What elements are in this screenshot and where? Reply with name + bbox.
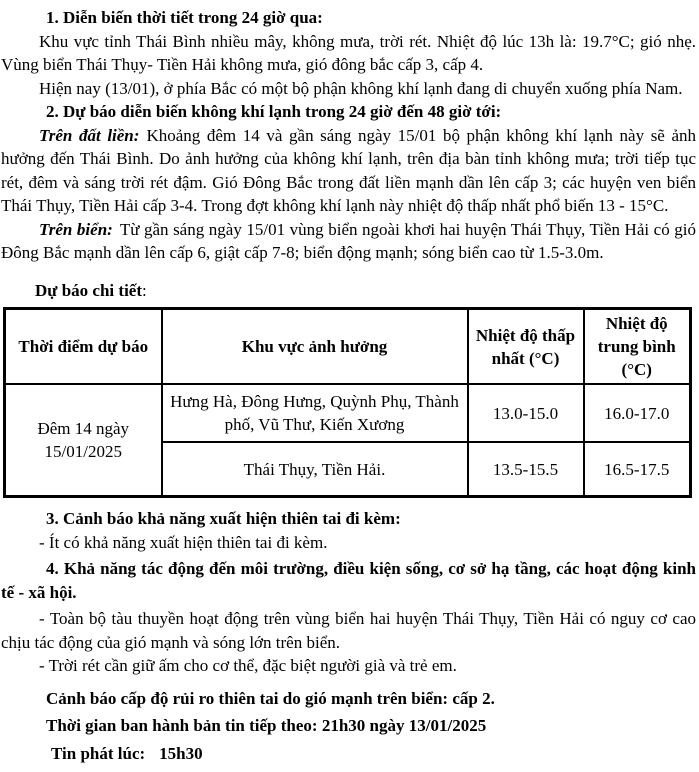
land-forecast-label: Trên đất liền: — [39, 125, 140, 145]
risk-level-warning: Cảnh báo cấp độ rủi ro thiên tai do gió mạnh trên biển: cấp 2. — [46, 688, 495, 708]
land-forecast-text: Khoảng đêm 14 và gần sáng ngày 15/01 bộ phận không khí lạnh này sẽ ảnh hưởng đến Thái Bình. Do ảnh hưởng của không khí lạnh, trên địa bàn tỉnh không mưa; trời tiếp tục rét, đêm và sáng trời rét đậm. Gió Đông Bắc trong đất liền mạnh dần lên cấp 3; các huyện ven biển Thái Thụy, Tiền Hải cấp 3-4. Trong đợt không khí lạnh này nhiệt độ thấp nhất phổ biến 13 - 15°C. — [1, 125, 697, 215]
area-cell: Thái Thụy, Tiền Hải. — [162, 442, 468, 497]
detailed-forecast-table — [3, 307, 692, 498]
section3-heading: 3. Cảnh báo khả năng xuất hiện thiên tai đi kèm: — [46, 509, 401, 528]
header-avg-temperature: Nhiệt độ trung bình (°C) — [584, 309, 691, 385]
next-bulletin-time: Thời gian ban hành bản tin tiếp theo: 21h30 ngày 13/01/2025 — [46, 716, 487, 735]
hazard-bullet: - Ít có khả năng xuất hiện thiên tai đi kèm. — [39, 532, 328, 552]
issued-time-label: Tin phát lúc: — [51, 743, 146, 763]
section1-heading: 1. Diễn biến thời tiết trong 24 giờ qua: — [46, 8, 323, 27]
forecast-table-label — [1, 279, 696, 303]
avg-temp-cell: 16.0-17.0 — [584, 384, 691, 442]
min-temp-cell: 13.5-15.5 — [468, 442, 584, 497]
sea-forecast-paragraph — [1, 218, 696, 265]
forecast-time-cell: Đêm 14 ngày 15/01/2025 — [5, 384, 162, 497]
cold-air-status-paragraph: Hiện nay (13/01), ở phía Bắc có một bộ phận không khí lạnh đang di chuyển xuống phía Nam. — [39, 78, 683, 98]
weather-summary-paragraph: Khu vực tỉnh Thái Bình nhiều mây, không mưa, trời rét. Nhiệt độ lúc 13h là: 19.7°C; gió nhẹ. Vùng biển Thái Thụy- Tiền Hải không mưa, gió đông bắc cấp 3, cấp 4. — [1, 31, 696, 74]
forecast-table-label-colon: : — [142, 280, 147, 300]
header-min-temperature: Nhiệt độ thấp nhất (°C) — [468, 309, 584, 385]
sea-forecast-text: Từ gần sáng ngày 15/01 vùng biển ngoài khơi hai huyện Thái Thụy, Tiền Hải có gió Đông Bắc mạnh dần lên cấp 6, giật cấp 7-8; biển động mạnh; sóng biển cao từ 1.5-3.0m. — [1, 219, 696, 262]
section2-heading: 2. Dự báo diễn biến không khí lạnh trong 24 giờ đến 48 giờ tới: — [46, 102, 502, 121]
land-forecast-paragraph — [1, 124, 696, 218]
issued-time-line — [1, 742, 696, 766]
header-forecast-time: Thời điểm dự báo — [5, 309, 162, 385]
min-temp-cell: 13.0-15.0 — [468, 384, 584, 442]
impact-bullet-vessels: - Toàn bộ tàu thuyền hoạt động trên vùng biển hai huyện Thái Thụy, Tiền Hải có nguy cơ cao chịu tác động của gió mạnh và sóng lớn trên biển. — [1, 609, 696, 652]
forecast-table-label-text: Dự báo chi tiết — [35, 280, 142, 300]
sea-forecast-label: Trên biển: — [39, 219, 113, 239]
header-affected-area: Khu vực ảnh hưởng — [162, 309, 468, 385]
avg-temp-cell: 16.5-17.5 — [584, 442, 691, 497]
section4-heading: 4. Khả năng tác động đến môi trường, điều kiện sống, cơ sở hạ tầng, các hoạt động kinh tế - xã hội. — [1, 559, 696, 602]
issued-time-value: 15h30 — [159, 743, 203, 763]
table-row — [5, 384, 691, 442]
impact-bullet-cold: - Trời rét cần giữ ấm cho cơ thể, đặc biệt người già và trẻ em. — [39, 656, 457, 675]
table-header-row — [5, 309, 691, 385]
area-cell: Hưng Hà, Đông Hưng, Quỳnh Phụ, Thành phố, Vũ Thư, Kiến Xương — [162, 384, 468, 442]
